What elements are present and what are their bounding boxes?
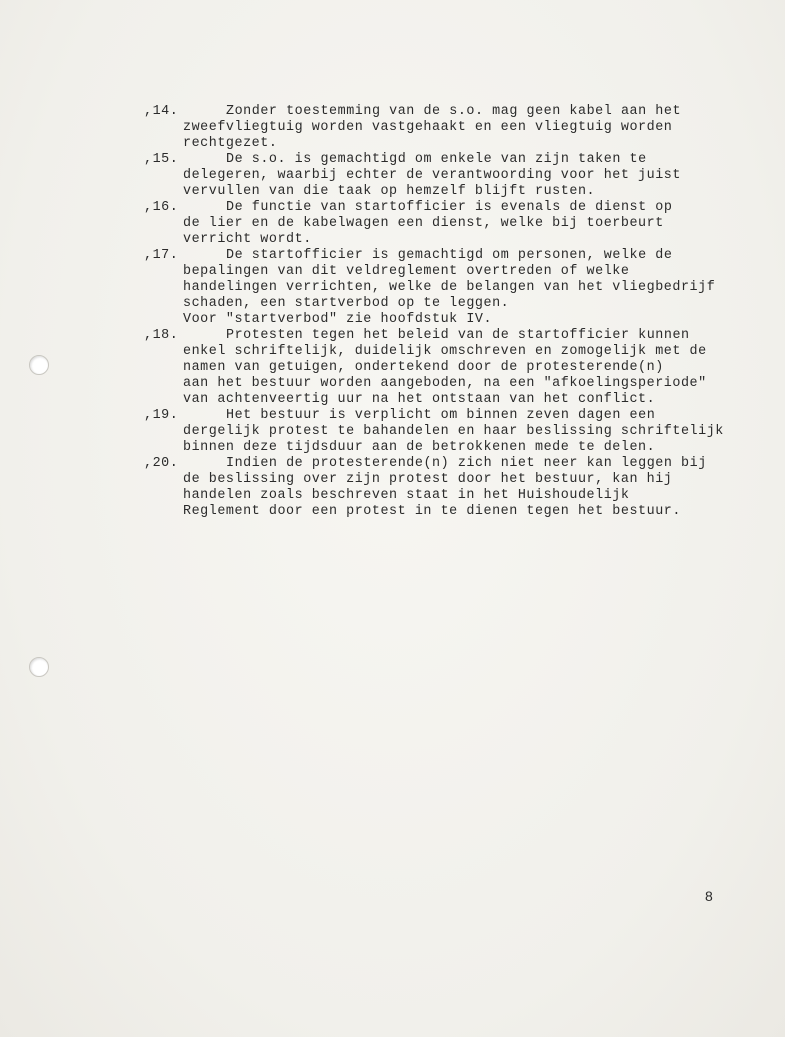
article-line: rechtgezet. <box>183 136 278 151</box>
article-15 <box>144 152 744 200</box>
article-line: De s.o. is gemachtigd om enkele van zijn taken te <box>226 152 647 167</box>
article-19 <box>144 408 744 456</box>
article-line: delegeren, waarbij echter de verantwoording voor het juist <box>183 168 681 183</box>
article-line: Het bestuur is verplicht om binnen zeven dagen een <box>226 408 656 423</box>
article-line: de lier en de kabelwagen een dienst, welke bij toerbeurt <box>183 216 664 231</box>
article-line: dergelijk protest te bahandelen en haar beslissing schriftelijk <box>183 424 724 439</box>
article-line: De functie van startofficier is evenals de dienst op <box>226 200 673 215</box>
article-line: schaden, een startverbod op te leggen. <box>183 296 510 311</box>
article-20 <box>144 456 744 520</box>
article-number: ,20. <box>144 456 179 471</box>
article-line: handelen zoals beschreven staat in het Huishoudelijk <box>183 488 630 503</box>
article-line: vervullen van die taak op hemzelf blijft rusten. <box>183 184 596 199</box>
article-14 <box>144 104 744 152</box>
page-number: 8 <box>705 888 713 904</box>
article-17 <box>144 248 744 328</box>
article-line: de beslissing over zijn protest door het bestuur, kan hij <box>183 472 673 487</box>
article-line: aan het bestuur worden aangeboden, na een "afkoelingsperiode" <box>183 376 707 391</box>
article-line: Zonder toestemming van de s.o. mag geen kabel aan het <box>226 104 682 119</box>
article-line: Voor "startverbod" zie hoofdstuk IV. <box>183 312 493 327</box>
article-line: verricht wordt. <box>183 232 312 247</box>
article-line: binnen deze tijdsduur aan de betrokkenen mede te delen. <box>183 440 656 455</box>
article-line: handelingen verrichten, welke de belangen van het vliegbedrijf <box>183 280 716 295</box>
article-number: ,17. <box>144 248 179 263</box>
article-number: ,18. <box>144 328 179 343</box>
article-line: De startofficier is gemachtigd om personen, welke de <box>226 248 673 263</box>
article-line: enkel schriftelijk, duidelijk omschreven en zomogelijk met de <box>183 344 707 359</box>
article-18 <box>144 328 744 408</box>
punch-hole-top <box>29 355 49 375</box>
article-line: namen van getuigen, ondertekend door de protesterende(n) <box>183 360 664 375</box>
article-number: ,19. <box>144 408 179 423</box>
article-line: Protesten tegen het beleid van de startofficier kunnen <box>226 328 690 343</box>
article-number: ,16. <box>144 200 179 215</box>
regulation-text <box>144 104 744 520</box>
article-line: Reglement door een protest in te dienen tegen het bestuur. <box>183 504 681 519</box>
article-16 <box>144 200 744 248</box>
article-line: bepalingen van dit veldreglement overtreden of welke <box>183 264 630 279</box>
article-line: Indien de protesterende(n) zich niet neer kan leggen bij <box>226 456 707 471</box>
article-number: ,14. <box>144 104 179 119</box>
punch-hole-bottom <box>29 657 49 677</box>
article-line: zweefvliegtuig worden vastgehaakt en een vliegtuig worden <box>183 120 673 135</box>
article-line: van achtenveertig uur na het ontstaan van het conflict. <box>183 392 656 407</box>
article-number: ,15. <box>144 152 179 167</box>
